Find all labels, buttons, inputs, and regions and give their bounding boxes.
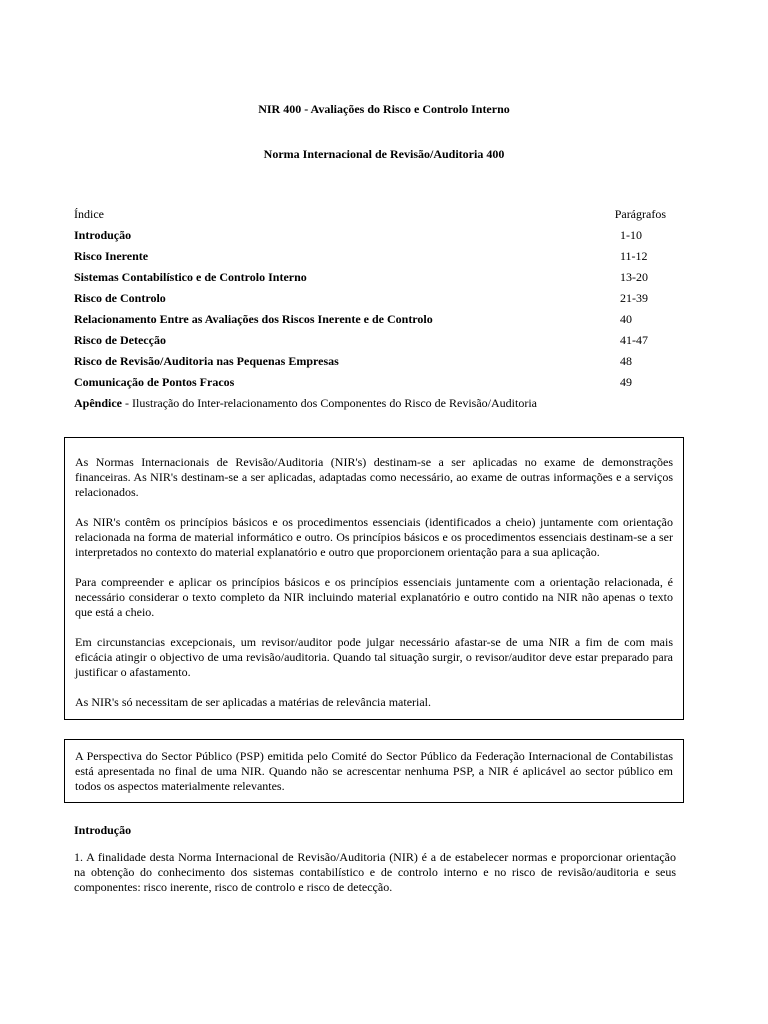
toc-paragraphs-label: Parágrafos <box>614 207 666 221</box>
toc-entry-paragraphs: 49 <box>620 375 632 389</box>
toc-entry <box>74 270 674 291</box>
toc-entry-paragraphs: 13-20 <box>620 270 648 284</box>
psp-notice-box <box>64 739 684 803</box>
toc-index-label: Índice <box>74 207 104 221</box>
toc-entry-paragraphs: 21-39 <box>620 291 648 305</box>
toc-entry-label: Comunicação de Pontos Fracos <box>74 375 235 389</box>
toc-entry-paragraphs: 41-47 <box>620 333 648 347</box>
notice-paragraph: Para compreender e aplicar os princípios básicos e os princípios essenciais juntamente com a orientação relacionada, é necessário considerar o texto completo da NIR incluindo material explanatório e outro contido na NIR não apenas o texto que está a cheio. <box>75 575 673 619</box>
toc-entry-label: Introdução <box>74 228 132 242</box>
toc-entry-label: Risco de Detecção <box>74 333 166 347</box>
notice-paragraph: As NIR's só necessitam de ser aplicadas a matérias de relevância material. <box>75 695 432 709</box>
toc-entry-paragraphs: 48 <box>620 354 632 368</box>
toc-header <box>74 207 666 222</box>
toc-entry-label: Sistemas Contabilístico e de Controlo Interno <box>74 270 307 284</box>
toc-entry <box>74 291 674 312</box>
toc-entry-label: Relacionamento Entre as Avaliações dos Riscos Inerente e de Controlo <box>74 312 433 326</box>
psp-paragraph: A Perspectiva do Sector Público (PSP) emitida pelo Comité do Sector Público da Federação Internacional de Contabilistas está apresentada no final de uma NIR. Quando não se acrescentar nenhuma PSP, a NIR é aplicável ao sector público em todos os aspectos materialmente relevantes. <box>75 749 673 793</box>
toc-entry <box>74 312 674 333</box>
notice-paragraph: As NIR's contêm os princípios básicos e os procedimentos essenciais (identificados a cheio) juntamente com orientação relacionada na forma de material informático e outro. Os princípios básicos e os procedimentos essenciais destinam-se a ser interpretados no contexto do material explanatório e outro que proporcionem orientação para a sua aplicação. <box>75 515 673 559</box>
toc-entry-paragraphs: 1-10 <box>620 228 642 242</box>
toc-entry <box>74 375 674 396</box>
document-title: NIR 400 - Avaliações do Risco e Controlo Interno <box>258 102 510 116</box>
toc-appendix <box>74 396 674 417</box>
toc-entry-paragraphs: 11-12 <box>620 249 648 263</box>
toc-entry-label: Risco de Revisão/Auditoria nas Pequenas Empresas <box>74 354 339 368</box>
toc-entry-label: Risco de Controlo <box>74 291 166 305</box>
introduction-paragraph: 1. A finalidade desta Norma Internacional de Revisão/Auditoria (NIR) é a de estabelecer normas e proporcionar orientação na obtenção do conhecimento dos sistemas contabilístico e de controlo interno e no risco de revisão/auditoria e seus componentes: risco inerente, risco de controlo e risco de detecção. <box>74 850 676 894</box>
toc-entry <box>74 249 674 270</box>
toc-appendix-label: Apêndice <box>74 396 122 410</box>
introduction-heading: Introdução <box>74 823 132 837</box>
nir-notice-box <box>64 437 684 720</box>
notice-paragraph: Em circunstancias excepcionais, um revisor/auditor pode julgar necessário afastar-se de uma NIR a fim de com mais eficácia atingir o objectivo de uma revisão/auditoria. Quando tal situação surgir, o revisor/auditor deve estar preparado para justificar o afastamento. <box>75 635 673 679</box>
toc-entry <box>74 333 674 354</box>
toc-appendix-text: - Ilustração do Inter-relacionamento dos Componentes do Risco de Revisão/Auditoria <box>122 396 537 410</box>
document-subtitle: Norma Internacional de Revisão/Auditoria 400 <box>263 147 505 161</box>
toc-entry-label: Risco Inerente <box>74 249 149 263</box>
toc-entry-paragraphs: 40 <box>620 312 632 326</box>
toc-entry <box>74 354 674 375</box>
toc-entry <box>74 228 674 249</box>
notice-paragraph: As Normas Internacionais de Revisão/Auditoria (NIR's) destinam-se a ser aplicadas no exame de demonstrações financeiras. As NIR's destinam-se a ser aplicadas, adaptadas como necessário, ao exame de outras informações e a serviços relacionados. <box>75 455 673 499</box>
table-of-contents <box>74 228 674 417</box>
